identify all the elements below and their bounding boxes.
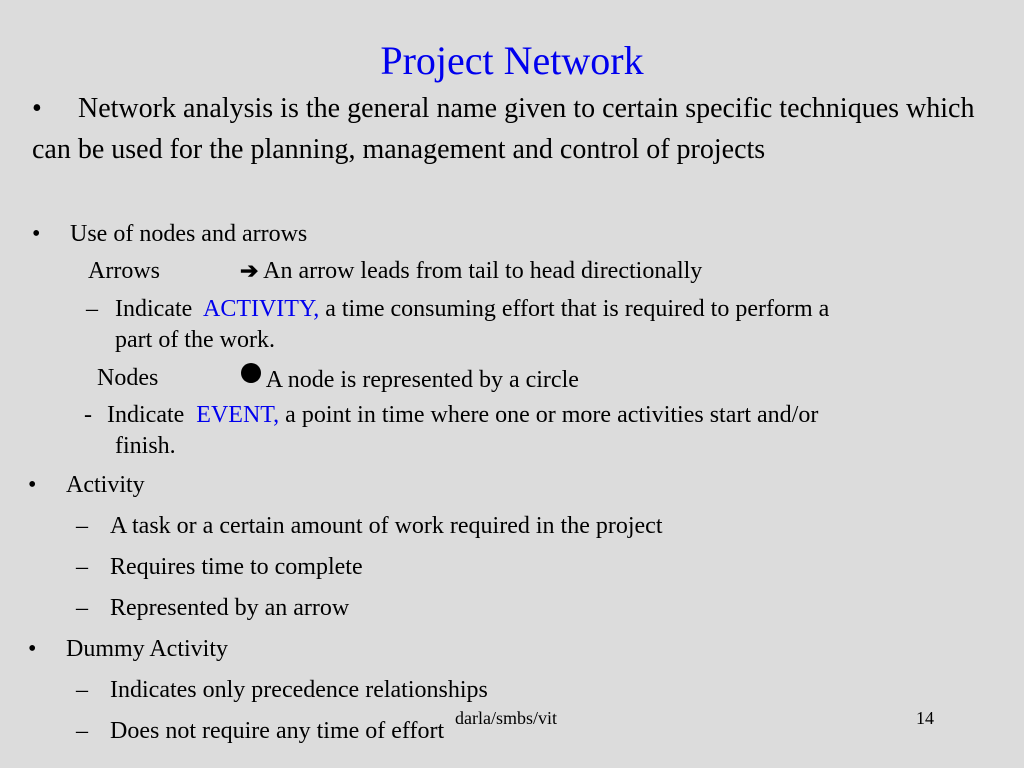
nodes-text: A node is represented by a circle	[265, 367, 579, 393]
activity-dash-3: –	[76, 595, 88, 621]
activity-item-3: Represented by an arrow	[110, 595, 350, 621]
nodes-dash: -	[84, 402, 92, 428]
nodes-label: Nodes	[97, 365, 159, 391]
arrows-dash: –	[86, 296, 98, 322]
dummy-heading: Dummy Activity	[66, 636, 228, 662]
activity-item-1: A task or a certain amount of work required in the project	[110, 513, 663, 539]
nodes-indicate-cont: finish.	[115, 433, 176, 459]
dummy-item-2: Does not require any time of effort	[110, 718, 445, 744]
footer-author: darla/smbs/vit	[455, 708, 557, 728]
nodes-definition	[241, 363, 579, 395]
dummy-bullet: •	[28, 636, 37, 662]
nodes-indicate-prefix: Indicate	[107, 402, 185, 428]
dummy-item-1: Indicates only precedence relationships	[110, 677, 488, 703]
slide-title: Project Network	[380, 38, 644, 83]
arrows-indicate-line	[115, 294, 829, 324]
nodes-indicate-rest: a point in time where one or more activities start and/or	[285, 402, 819, 428]
intro-text: Network analysis is the general name given to certain specific techniques which can be used for the planning, management and control of projects	[32, 93, 975, 165]
nodes-arrows-heading: Use of nodes and arrows	[70, 221, 308, 247]
intro-bullet: •	[32, 93, 42, 124]
dummy-dash-1: –	[76, 677, 88, 703]
activity-keyword: ACTIVITY,	[202, 296, 320, 322]
intro-paragraph	[32, 88, 992, 170]
slide-number: 14	[916, 708, 934, 728]
nodes-indicate-line	[107, 400, 818, 430]
arrows-indicate-cont: part of the work.	[115, 327, 275, 353]
filled-circle-icon	[241, 363, 261, 383]
arrows-indicate-prefix: Indicate	[115, 296, 193, 322]
dummy-dash-2: –	[76, 718, 88, 744]
right-arrow-icon: ➔	[240, 258, 259, 283]
nodes-arrows-bullet: •	[32, 221, 41, 247]
event-keyword: EVENT,	[196, 402, 280, 428]
arrows-label: Arrows	[88, 258, 160, 284]
activity-dash-2: –	[76, 554, 88, 580]
arrows-text: An arrow leads from tail to head directionally	[263, 258, 703, 284]
activity-bullet: •	[28, 472, 37, 498]
arrows-definition	[240, 256, 702, 286]
activity-item-2: Requires time to complete	[110, 554, 363, 580]
activity-heading: Activity	[66, 472, 145, 498]
activity-dash-1: –	[76, 513, 88, 539]
arrows-indicate-rest: a time consuming effort that is required to perform a	[325, 296, 830, 322]
